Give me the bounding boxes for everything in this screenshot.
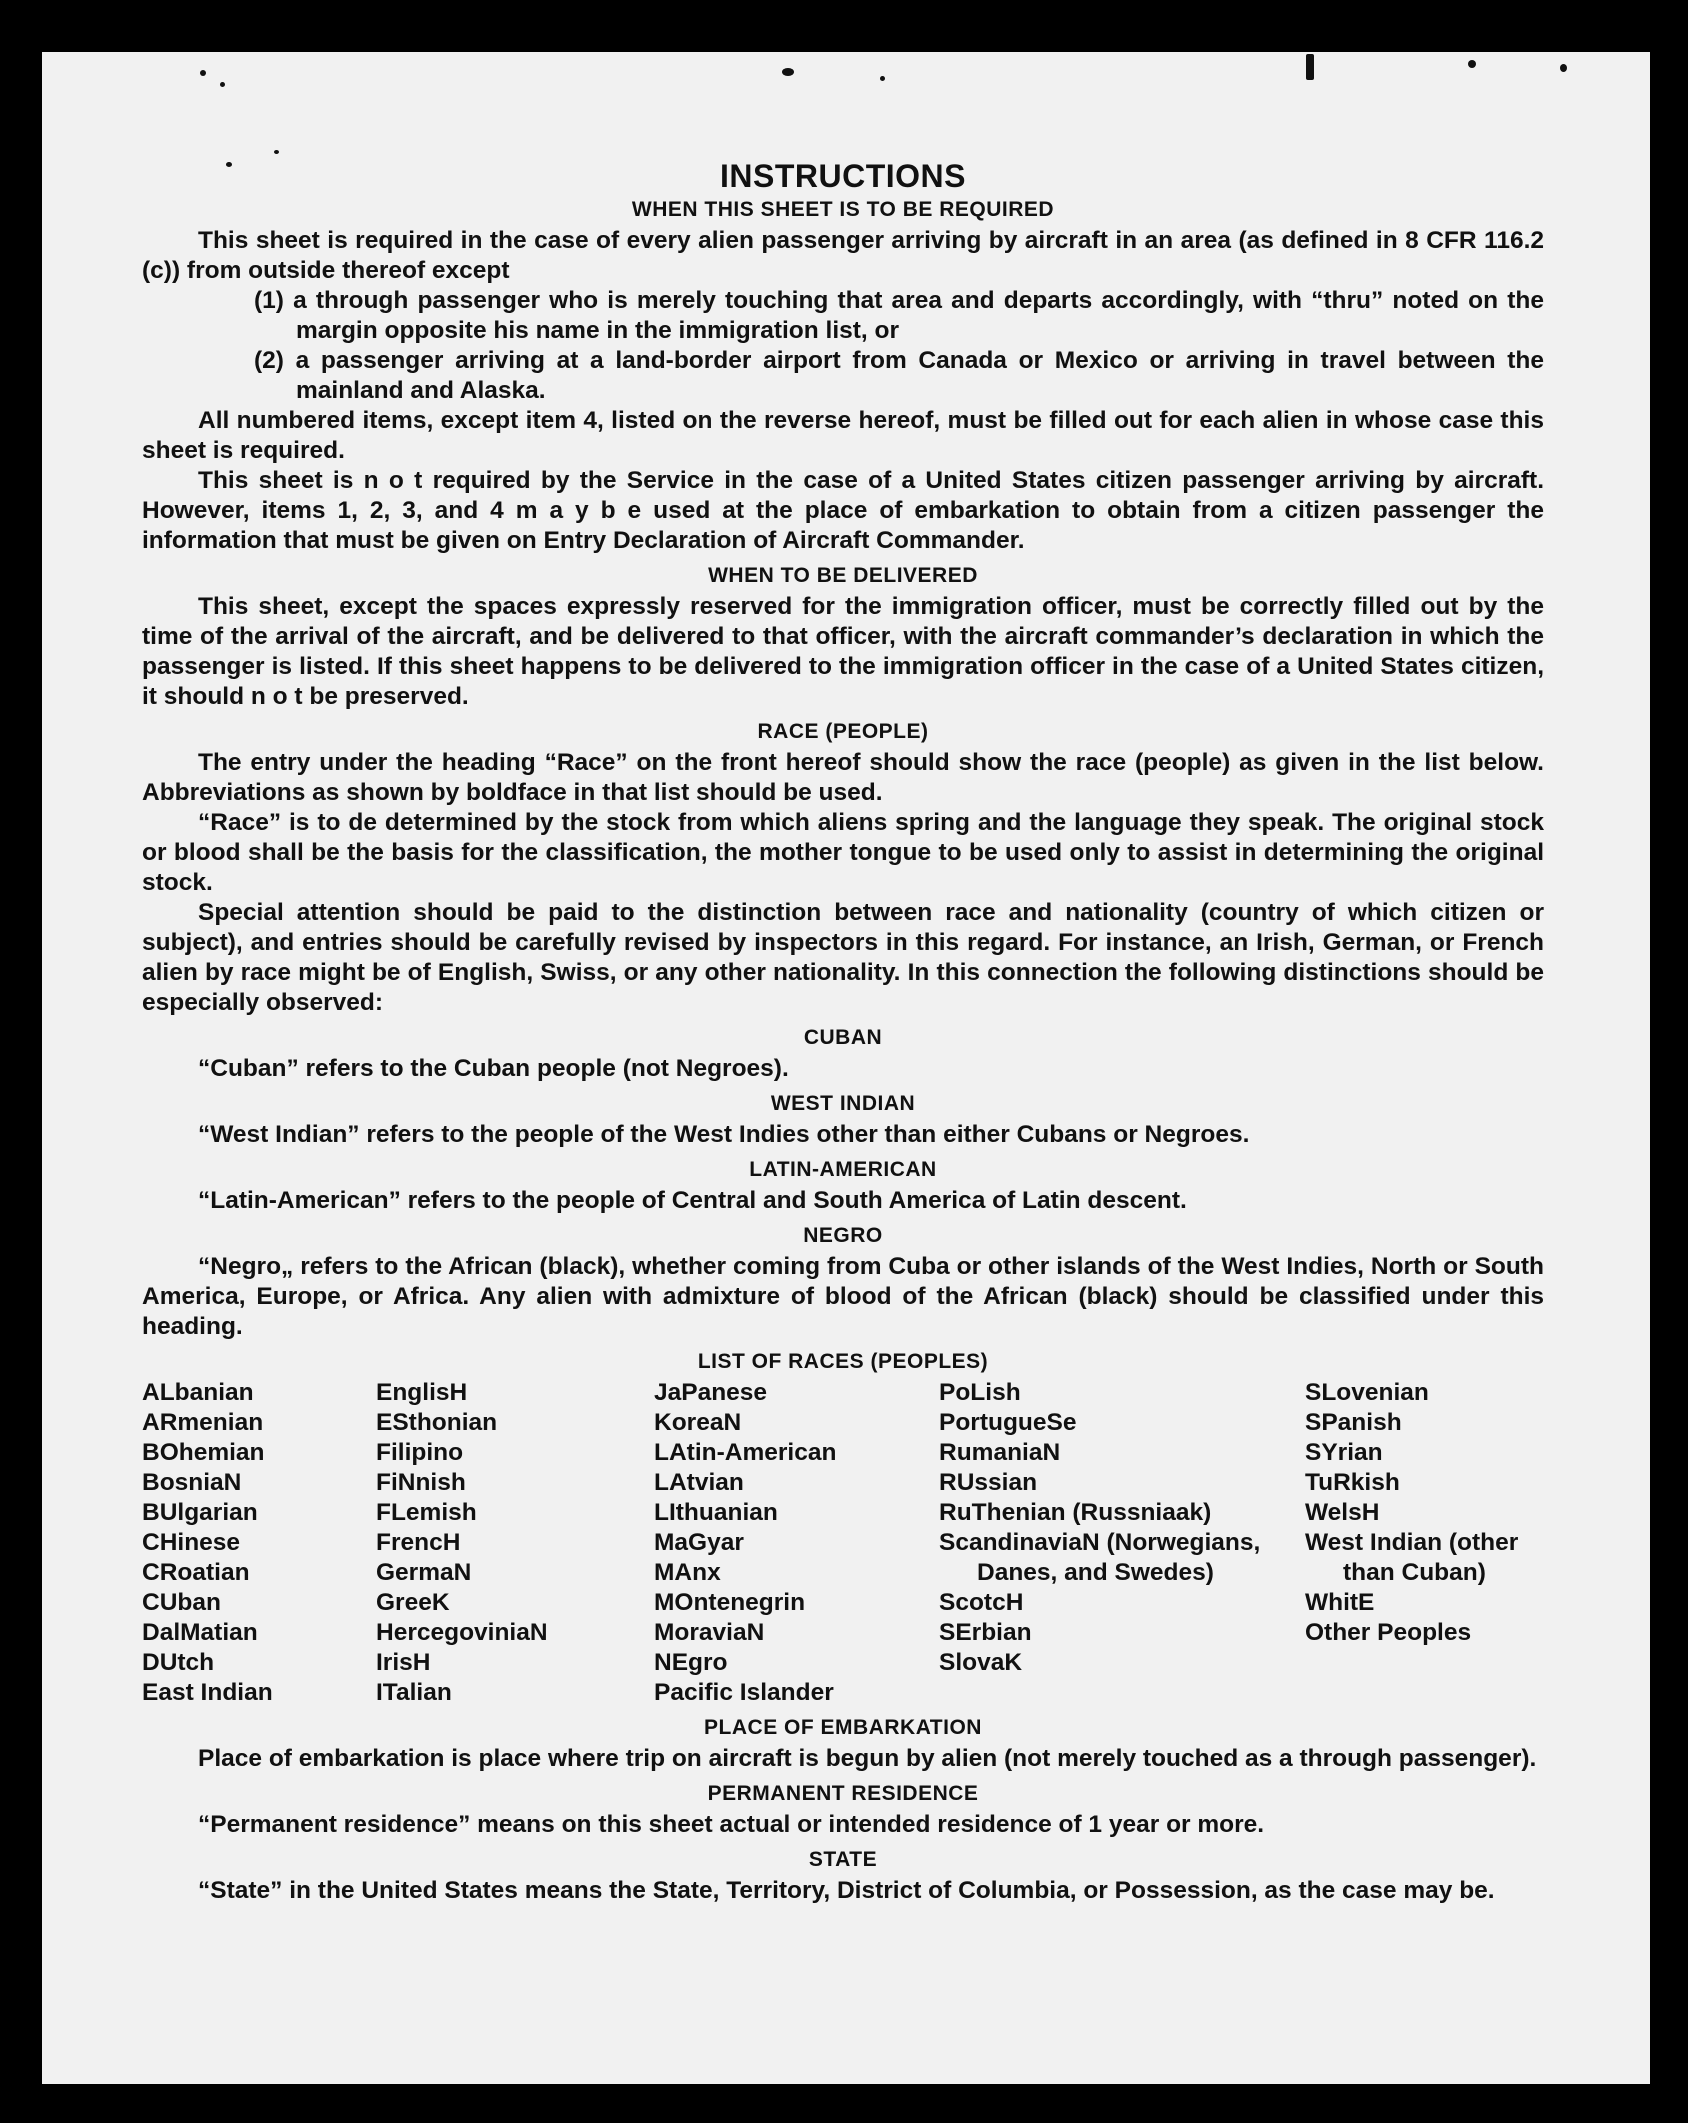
race-entry: LAtvian — [654, 1469, 744, 1496]
paragraph: This sheet is n o t required by the Service in the case of a United States citizen passenger arriving by aircraft. However, items 1, 2, 3, and 4 m a y b e used at the place of embarkation to obtain from a citizen passenger the information that must be given on Entry Declaration of Aircraft Commander. — [142, 467, 1544, 554]
paragraph: “West Indian” refers to the people of the West Indies other than either Cubans or Negroes. — [198, 1121, 1250, 1148]
paragraph: All numbered items, except item 4, listed on the reverse hereof, must be filled out for each alien in whose case this sheet is required. — [142, 407, 1544, 464]
race-entry: TuRkish — [1305, 1469, 1400, 1496]
races-column — [1305, 1378, 1544, 1708]
race-entry: RumaniaN — [939, 1439, 1061, 1466]
race-entry: Pacific Islander — [654, 1679, 834, 1706]
race-entry: RUssian — [939, 1469, 1038, 1496]
races-column — [654, 1378, 939, 1708]
section-heading-negro: NEGRO — [803, 1224, 883, 1247]
race-entry: FLemish — [376, 1499, 477, 1526]
race-entry: ScandinaviaN (Norwegians, Danes, and Swedes) — [939, 1529, 1261, 1586]
race-entry: DalMatian — [142, 1619, 258, 1646]
race-entry: ITalian — [376, 1679, 452, 1706]
list-item: (1) a through passenger who is merely touching that area and departs accordingly, with “thru” noted on the margin opposite his name in the immigration list, or — [254, 287, 1544, 344]
section-heading-embarkation: PLACE OF EMBARKATION — [704, 1716, 982, 1739]
paragraph: “Cuban” refers to the Cuban people (not Negroes). — [198, 1055, 789, 1082]
race-entry: JaPanese — [654, 1379, 768, 1406]
race-entry: East Indian — [142, 1679, 273, 1706]
race-entry: MOntenegrin — [654, 1589, 806, 1616]
race-entry: ARmenian — [142, 1409, 264, 1436]
paragraph: Place of embarkation is place where trip on aircraft is begun by alien (not merely touched as a through passenger). — [198, 1745, 1537, 1772]
race-entry: Filipino — [376, 1439, 464, 1466]
race-entry: LIthuanian — [654, 1499, 778, 1526]
section-heading-west-indian: WEST INDIAN — [770, 1092, 916, 1115]
race-entry: BOhemian — [142, 1439, 265, 1466]
race-entry: SlovaK — [939, 1649, 1023, 1676]
race-entry: RuThenian (Russniaak) — [939, 1499, 1212, 1526]
section-heading-when-required: WHEN THIS SHEET IS TO BE REQUIRED — [631, 198, 1055, 221]
paragraph: “Negro„ refers to the African (black), whether coming from Cuba or other islands of the West Indies, North or South America, Europe, or Africa. Any alien with admixture of blood of the African (black) should be classified under this heading. — [142, 1253, 1544, 1340]
race-entry: MoraviaN — [654, 1619, 765, 1646]
page-title: INSTRUCTIONS — [720, 158, 966, 194]
paragraph: The entry under the heading “Race” on the front hereof should show the race (people) as given in the list below. Abbreviations as shown by boldface in that list should be used. — [142, 749, 1544, 806]
race-entry: CRoatian — [142, 1559, 250, 1586]
paragraph: This sheet, except the spaces expressly reserved for the immigration officer, must be correctly filled out by the time of the arrival of the aircraft, and be delivered to that officer, with the aircraft commander’s declaration in which the passenger is listed. If this sheet happens to be delivered to the immigration officer in the case of a United States citizen, it should n o t be preserved. — [142, 593, 1544, 710]
race-entry: PoLish — [939, 1379, 1021, 1406]
race-entry: ALbanian — [142, 1379, 254, 1406]
race-entry: GermaN — [376, 1559, 472, 1586]
section-heading-list-of-races: LIST OF RACES (PEOPLES) — [697, 1350, 989, 1373]
race-entry: LAtin-American — [654, 1439, 837, 1466]
section-heading-when-delivered: WHEN TO BE DELIVERED — [708, 564, 978, 587]
race-entry: EnglisH — [376, 1379, 468, 1406]
race-entry: West Indian (other than Cuban) — [1305, 1529, 1519, 1586]
list-item: (2) a passenger arriving at a land-border airport from Canada or Mexico or arriving in travel between the mainland and Alaska. — [254, 347, 1544, 404]
document-page — [42, 52, 1650, 2084]
races-column — [939, 1378, 1305, 1708]
race-entry: BosniaN — [142, 1469, 242, 1496]
paragraph: “State” in the United States means the State, Territory, District of Columbia, or Possession, as the case may be. — [198, 1877, 1495, 1904]
race-entry: IrisH — [376, 1649, 431, 1676]
race-entry: ScotcH — [939, 1589, 1024, 1616]
paragraph: “Race” is to de determined by the stock from which aliens spring and the language they speak. The original stock or blood shall be the basis for the classification, the mother tongue to be used only to assist in determining the original stock. — [142, 809, 1544, 896]
paragraph: Special attention should be paid to the distinction between race and nationality (country of which citizen or subject), and entries should be carefully revised by inspectors in this regard. For instance, an Irish, German, or French alien by race might be of English, Swiss, or any other nationality. In this connection the following distinctions should be especially observed: — [142, 899, 1544, 1016]
races-column — [376, 1378, 654, 1708]
race-entry: ESthonian — [376, 1409, 498, 1436]
race-entry: WelsH — [1305, 1499, 1380, 1526]
race-entry: PortugueSe — [939, 1409, 1077, 1436]
section-heading-cuban: CUBAN — [803, 1026, 883, 1049]
race-entry: WhitE — [1305, 1589, 1375, 1616]
race-entry: FrencH — [376, 1529, 461, 1556]
paragraph: This sheet is required in the case of every alien passenger arriving by aircraft in an area (as defined in 8 CFR 116.2 (c)) from outside thereof except — [142, 227, 1544, 284]
race-entry: BUlgarian — [142, 1499, 258, 1526]
section-heading-permanent-residence: PERMANENT RESIDENCE — [707, 1782, 979, 1805]
race-entry: MAnx — [654, 1559, 721, 1586]
section-heading-race: RACE (PEOPLE) — [757, 720, 929, 743]
paragraph: “Permanent residence” means on this sheet actual or intended residence of 1 year or more. — [198, 1811, 1265, 1838]
race-entry: KoreaN — [654, 1409, 742, 1436]
races-column — [142, 1378, 376, 1708]
race-entry: SPanish — [1305, 1409, 1402, 1436]
race-entry: GreeK — [376, 1589, 450, 1616]
paragraph: “Latin-American” refers to the people of Central and South America of Latin descent. — [198, 1187, 1187, 1214]
race-entry: HercegoviniaN — [376, 1619, 548, 1646]
race-entry: MaGyar — [654, 1529, 744, 1556]
race-entry: SLovenian — [1305, 1379, 1429, 1406]
section-heading-latin-american: LATIN-AMERICAN — [749, 1158, 937, 1181]
race-entry: FiNnish — [376, 1469, 466, 1496]
race-entry: SYrian — [1305, 1439, 1383, 1466]
section-heading-state: STATE — [808, 1848, 878, 1871]
race-entry: Other Peoples — [1305, 1619, 1472, 1646]
race-entry: NEgro — [654, 1649, 728, 1676]
races-list — [142, 1378, 1544, 1708]
race-entry: CUban — [142, 1589, 221, 1616]
race-entry: DUtch — [142, 1649, 215, 1676]
race-entry: SErbian — [939, 1619, 1032, 1646]
instructions-body — [142, 156, 1544, 1906]
race-entry: CHinese — [142, 1529, 241, 1556]
